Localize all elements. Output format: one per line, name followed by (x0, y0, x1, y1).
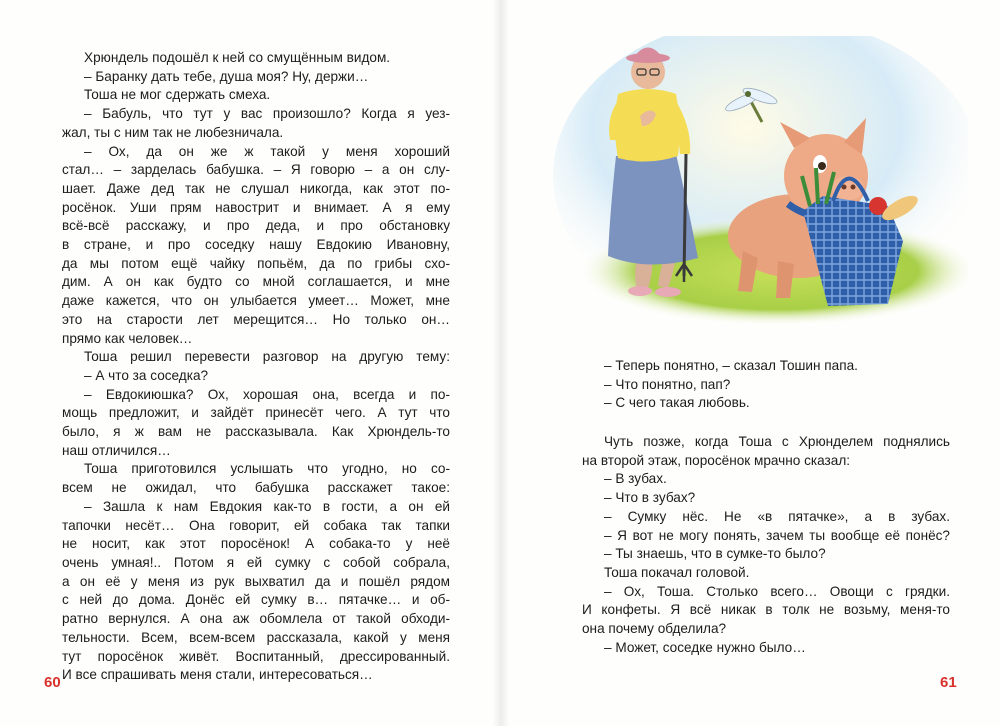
right-page-text-a (582, 357, 950, 413)
text-line: тут поросёнок живёт. Воспитанный, дрессированный. (62, 648, 450, 664)
text-line: – Ох, Тоша. Столько всего… Овощи с грядки. (604, 583, 950, 599)
text-line: с ней до дома. Донёс ей сумку в… пятачке… и об- (62, 592, 450, 608)
text-line: И конфеты. Я всё никак в толк не возьму, меня-то (582, 602, 950, 618)
left-page (0, 0, 500, 726)
text-line: а он её у меня из рук выхватил да и пошёл рядом (62, 573, 450, 589)
text-line: мощь предложит, и зайдёт принесёт чего. А тут что (62, 405, 450, 421)
text-line: она почему обделила? (582, 621, 727, 637)
text-line: это на старости лет мерещится… Но только он… (62, 311, 450, 327)
text-line: очень умная!.. Потом я ей сумку с собой собрала, (62, 554, 450, 570)
text-line: всем не ожидал, что бабушка расскажет такое: (62, 480, 450, 496)
text-line: тельности. Всем, всем-всем рассказала, какой у меня (62, 629, 450, 645)
text-line: стал… – зарделась бабушка. – Я говорю – а он слу- (62, 162, 450, 178)
text-line: – Я вот не могу понять, зачем ты вообще её понёс? (604, 527, 950, 543)
page-number-left: 60 (44, 674, 61, 691)
text-line: росёнок. Уши прям навострит и внимает. А я ему (62, 199, 450, 215)
text-line: прямо как человек… (62, 330, 193, 346)
text-line: Тоша не мог сдержать смеха. (84, 87, 271, 103)
text-line: – Зашла к нам Евдокия как-то в гости, а он ей (84, 498, 450, 514)
text-line: тапочки несёт… Она говорит, ей собака так тапки (62, 517, 450, 533)
text-line: – Баранку дать тебе, душа моя? Ну, держи… (84, 68, 369, 84)
text-line: дим. А он как будто со мной соглашается, и мне (62, 274, 450, 290)
text-line: – Евдокиюшка? Ох, хорошая она, всегда и по- (84, 386, 450, 402)
left-page-text (62, 49, 450, 685)
illustration-grandma-and-pig (548, 36, 968, 346)
text-line: было, я ж вам не рассказывала. Как Хрюндель-то (62, 424, 450, 440)
text-line: наш отличился… (62, 442, 171, 458)
text-line: всё-всё расскажу, и про деда, и про обстановку (62, 218, 450, 234)
text-line: – В зубах. (604, 471, 667, 487)
text-line: шает. Даже дед так не слушал никогда, как этот по- (62, 180, 450, 196)
text-line: Тоша приготовился услышать что угодно, но со- (84, 461, 450, 477)
text-line: – С чего такая любовь. (604, 395, 750, 411)
text-line: даже кажется, что он улыбается умеет… Может, мне (62, 293, 450, 309)
text-line: И все спрашивать меня стали, интересоваться… (62, 667, 373, 683)
text-line: – Сумку нёс. Не «в пятачке», а в зубах. (604, 508, 950, 524)
text-line: – Может, соседке нужно было… (604, 639, 806, 655)
text-line: Чуть позже, когда Тоша с Хрюнделем поднялись (604, 434, 950, 449)
text-line: не носит, как этот поросёнок! А собака-то у неё (62, 536, 450, 552)
text-line: жал, ты с ним так не любезничала. (62, 124, 284, 140)
text-line: – Теперь понятно, – сказал Тошин папа. (604, 358, 858, 373)
text-line: – Ох, да он же ж такой у меня хороший (84, 143, 450, 159)
text-line: Тоша решил перевести разговор на другую тему: (84, 349, 450, 365)
text-line: Тоша покачал головой. (604, 564, 750, 580)
text-line: ратно вернулся. А она аж обомлела от такой обходи- (62, 611, 450, 627)
text-line: да мы потом ещё чайку попьём, да по грибы схо- (62, 255, 450, 271)
text-line: – Ты знаешь, что в сумке-то было? (604, 546, 826, 562)
book-gutter (492, 0, 510, 726)
text-line: – Что понятно, пап? (604, 376, 731, 392)
text-line: – Бабуль, что тут у вас произошло? Когда я уез- (84, 106, 450, 122)
right-page-text-b (582, 433, 950, 657)
text-line: Хрюндель подошёл к ней со смущённым видом. (84, 50, 391, 65)
text-line: на второй этаж, поросёнок мрачно сказал: (582, 452, 851, 468)
text-line: – Что в зубах? (604, 490, 696, 506)
page-number-right: 61 (940, 674, 957, 691)
text-line: в стране, и про соседку нашу Евдокию Ивановну, (62, 237, 450, 253)
right-page (500, 0, 1001, 726)
text-line: – А что за соседка? (84, 367, 209, 383)
